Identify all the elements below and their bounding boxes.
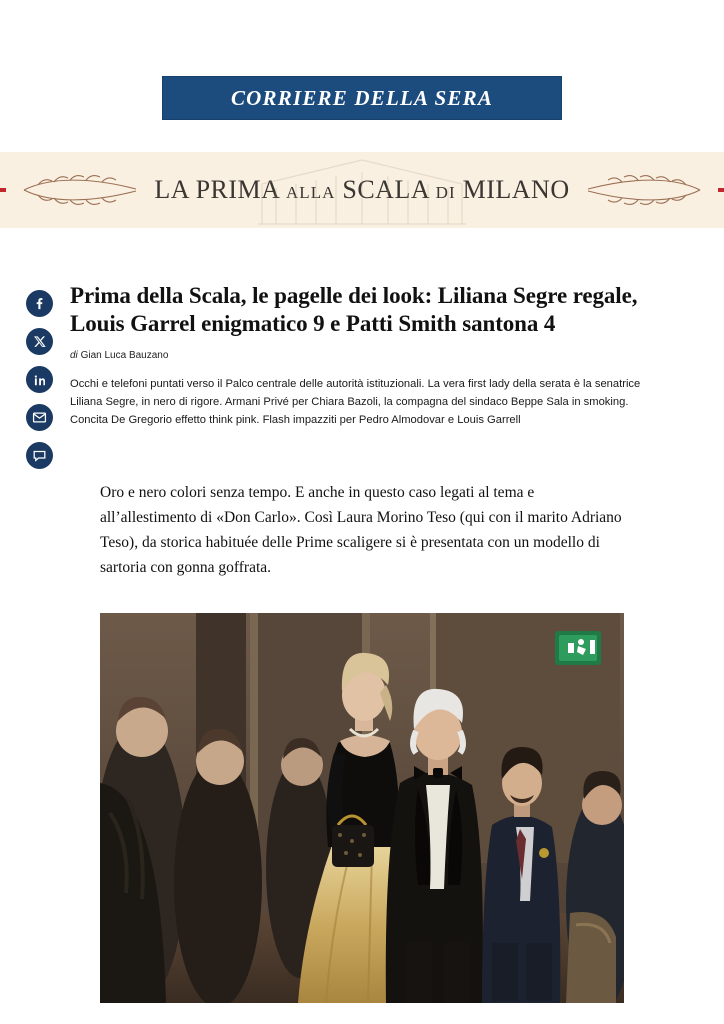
masthead-logo[interactable]	[162, 76, 562, 120]
banner-title-di: DI	[435, 183, 456, 202]
masthead-brand-text: CORRIERE DELLA SERA	[230, 85, 494, 110]
laurel-right-icon	[584, 173, 704, 207]
section-banner	[0, 152, 724, 228]
laurel-left-icon	[20, 173, 140, 207]
theatre-facade-icon	[252, 154, 472, 226]
photo-illustration	[100, 613, 624, 1003]
article-photo[interactable]	[100, 613, 624, 1003]
article-header	[70, 282, 670, 430]
social-share-comments[interactable]	[26, 442, 53, 469]
comments-icon	[32, 448, 47, 463]
facebook-icon	[32, 296, 47, 311]
byline	[70, 350, 670, 361]
social-share-x[interactable]	[26, 328, 53, 355]
social-share-linkedin[interactable]	[26, 366, 53, 393]
banner-title-part1: LA PRIMA	[154, 175, 280, 204]
social-share-email[interactable]	[26, 404, 53, 431]
banner-title-part2: SCALA	[342, 175, 429, 204]
social-share-rail	[26, 290, 53, 469]
page-title: Prima della Scala, le pagelle dei look: Liliana Segre regale, Louis Garrel enigmatico 9 e Patti Smith santona 4	[70, 283, 638, 337]
article-body-paragraph: Oro e nero colori senza tempo. E anche in questo caso legati al tema e all’allestimento di «Don Carlo». Così Laura Morino Teso (qui con il marito Adriano Teso), da storica habituée delle Prime scaligere si è presentata con un modello di sartoria con gonna goffrata.	[100, 484, 622, 577]
exit-sign-icon	[555, 631, 601, 665]
banner-title-alla: ALLA	[286, 183, 336, 202]
banner-title-part3: MILANO	[462, 175, 570, 204]
article-standfirst: Occhi e telefoni puntati verso il Palco centrale delle autorità istituzionali. La vera first lady della serata è la senatrice Liliana Segre, in nero di rigore. Armani Privé per Chiara Bazoli, la compagna del sindaco Beppe Sala in smoking. Concita De Gregorio effetto think pink. Flash impazziti per Pedro Almodovar e Louis Garrell	[70, 378, 641, 427]
social-share-facebook[interactable]	[26, 290, 53, 317]
byline-author[interactable]: Gian Luca Bauzano	[80, 350, 169, 362]
email-icon	[32, 410, 47, 425]
cross-icon-right	[718, 182, 724, 198]
masthead-container	[0, 0, 724, 120]
cross-icon-left	[0, 182, 6, 198]
byline-prefix: di	[70, 350, 78, 362]
linkedin-icon	[33, 373, 47, 387]
x-twitter-icon	[33, 335, 46, 348]
